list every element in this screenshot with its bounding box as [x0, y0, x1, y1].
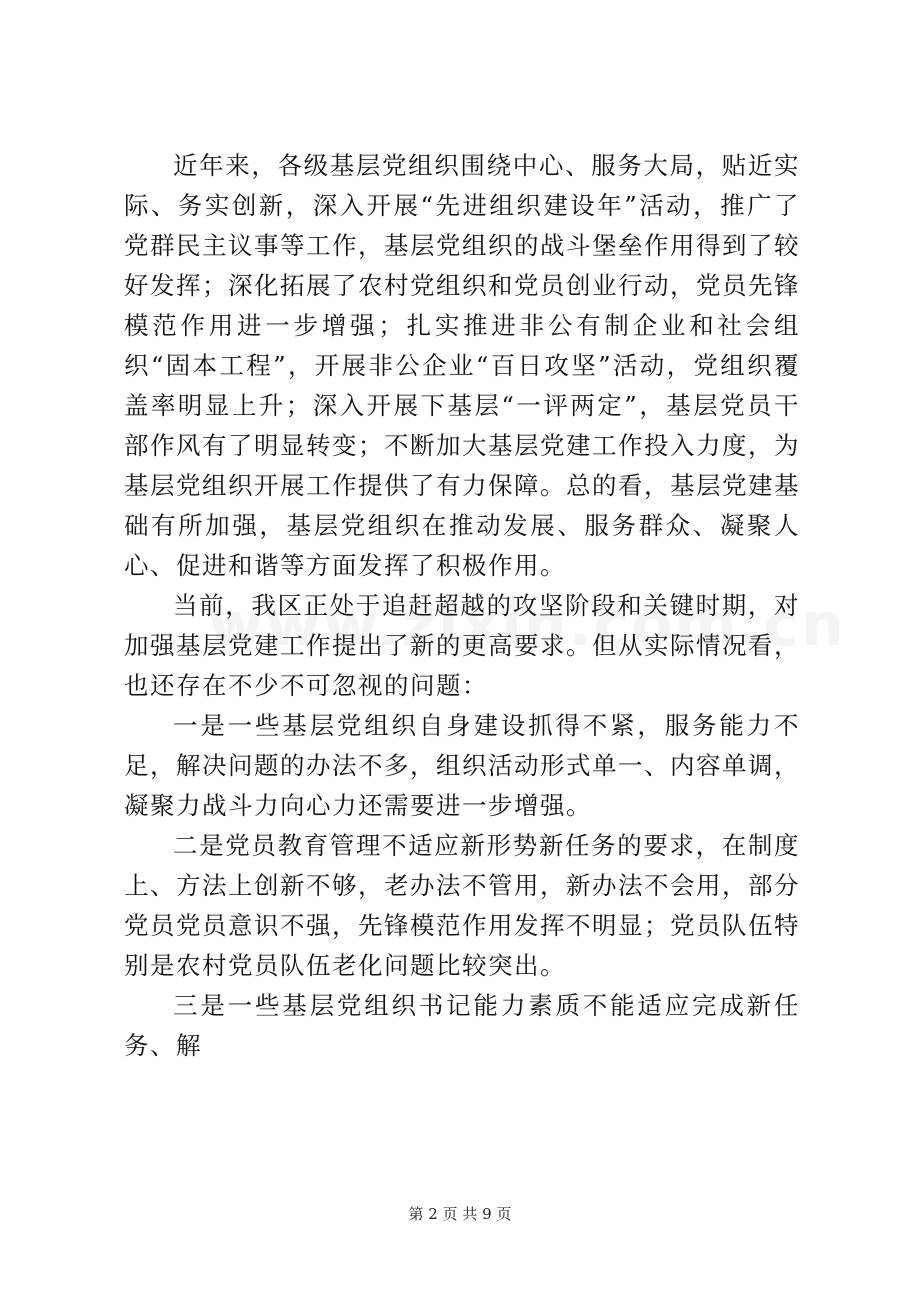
paragraph-problem-two: 二是党员教育管理不适应新形势新任务的要求，在制度上、方法上创新不够，老办法不管用，新办法不会用，部分党员党员意识不强，先锋模范作用发挥不明显；党员队伍特别是农村党员队伍老化问题比较突出。: [124, 831, 800, 980]
paragraph-problem-one: 一是一些基层党组织自身建设抓得不紧，服务能力不足，解决问题的办法不多，组织活动形式单一、内容单调，凝聚力战斗力向心力还需要进一步增强。: [124, 711, 800, 820]
document-body: [124, 146, 800, 1066]
paragraph-achievements: 近年来，各级基层党组织围绕中心、服务大局，贴近实际、务实创新，深入开展“先进组织建设年”活动，推广了党群民主议事等工作，基层党组织的战斗堡垒作用得到了较好发挥；深化拓展了农村党组织和党员创业行动，党员先锋模范作用进一步增强；扎实推进非公有制企业和社会组织“固本工程”，开展非公企业“百日攻坚”活动，党组织覆盖率明显上升；深入开展下基层“一评两定”，基层党员干部作风有了明显转变；不断加大基层党建工作投入力度，为基层党组织开展工作提供了有力保障。总的看，基层党建基础有所加强，基层党组织在推动发展、服务群众、凝聚人心、促进和谐等方面发挥了积极作用。: [124, 151, 800, 580]
paragraph-current-situation: 当前，我区正处于追赶超越的攻坚阶段和关键时期，对加强基层党建工作提出了新的更高要求。但从实际情况看，也还存在不少不可忽视的问题：: [124, 591, 800, 700]
paragraph-problem-three: 三是一些基层党组织书记能力素质不能适应完成新任务、解: [124, 991, 800, 1060]
page-number-footer: 第 2 页 共 9 页: [408, 1205, 512, 1223]
